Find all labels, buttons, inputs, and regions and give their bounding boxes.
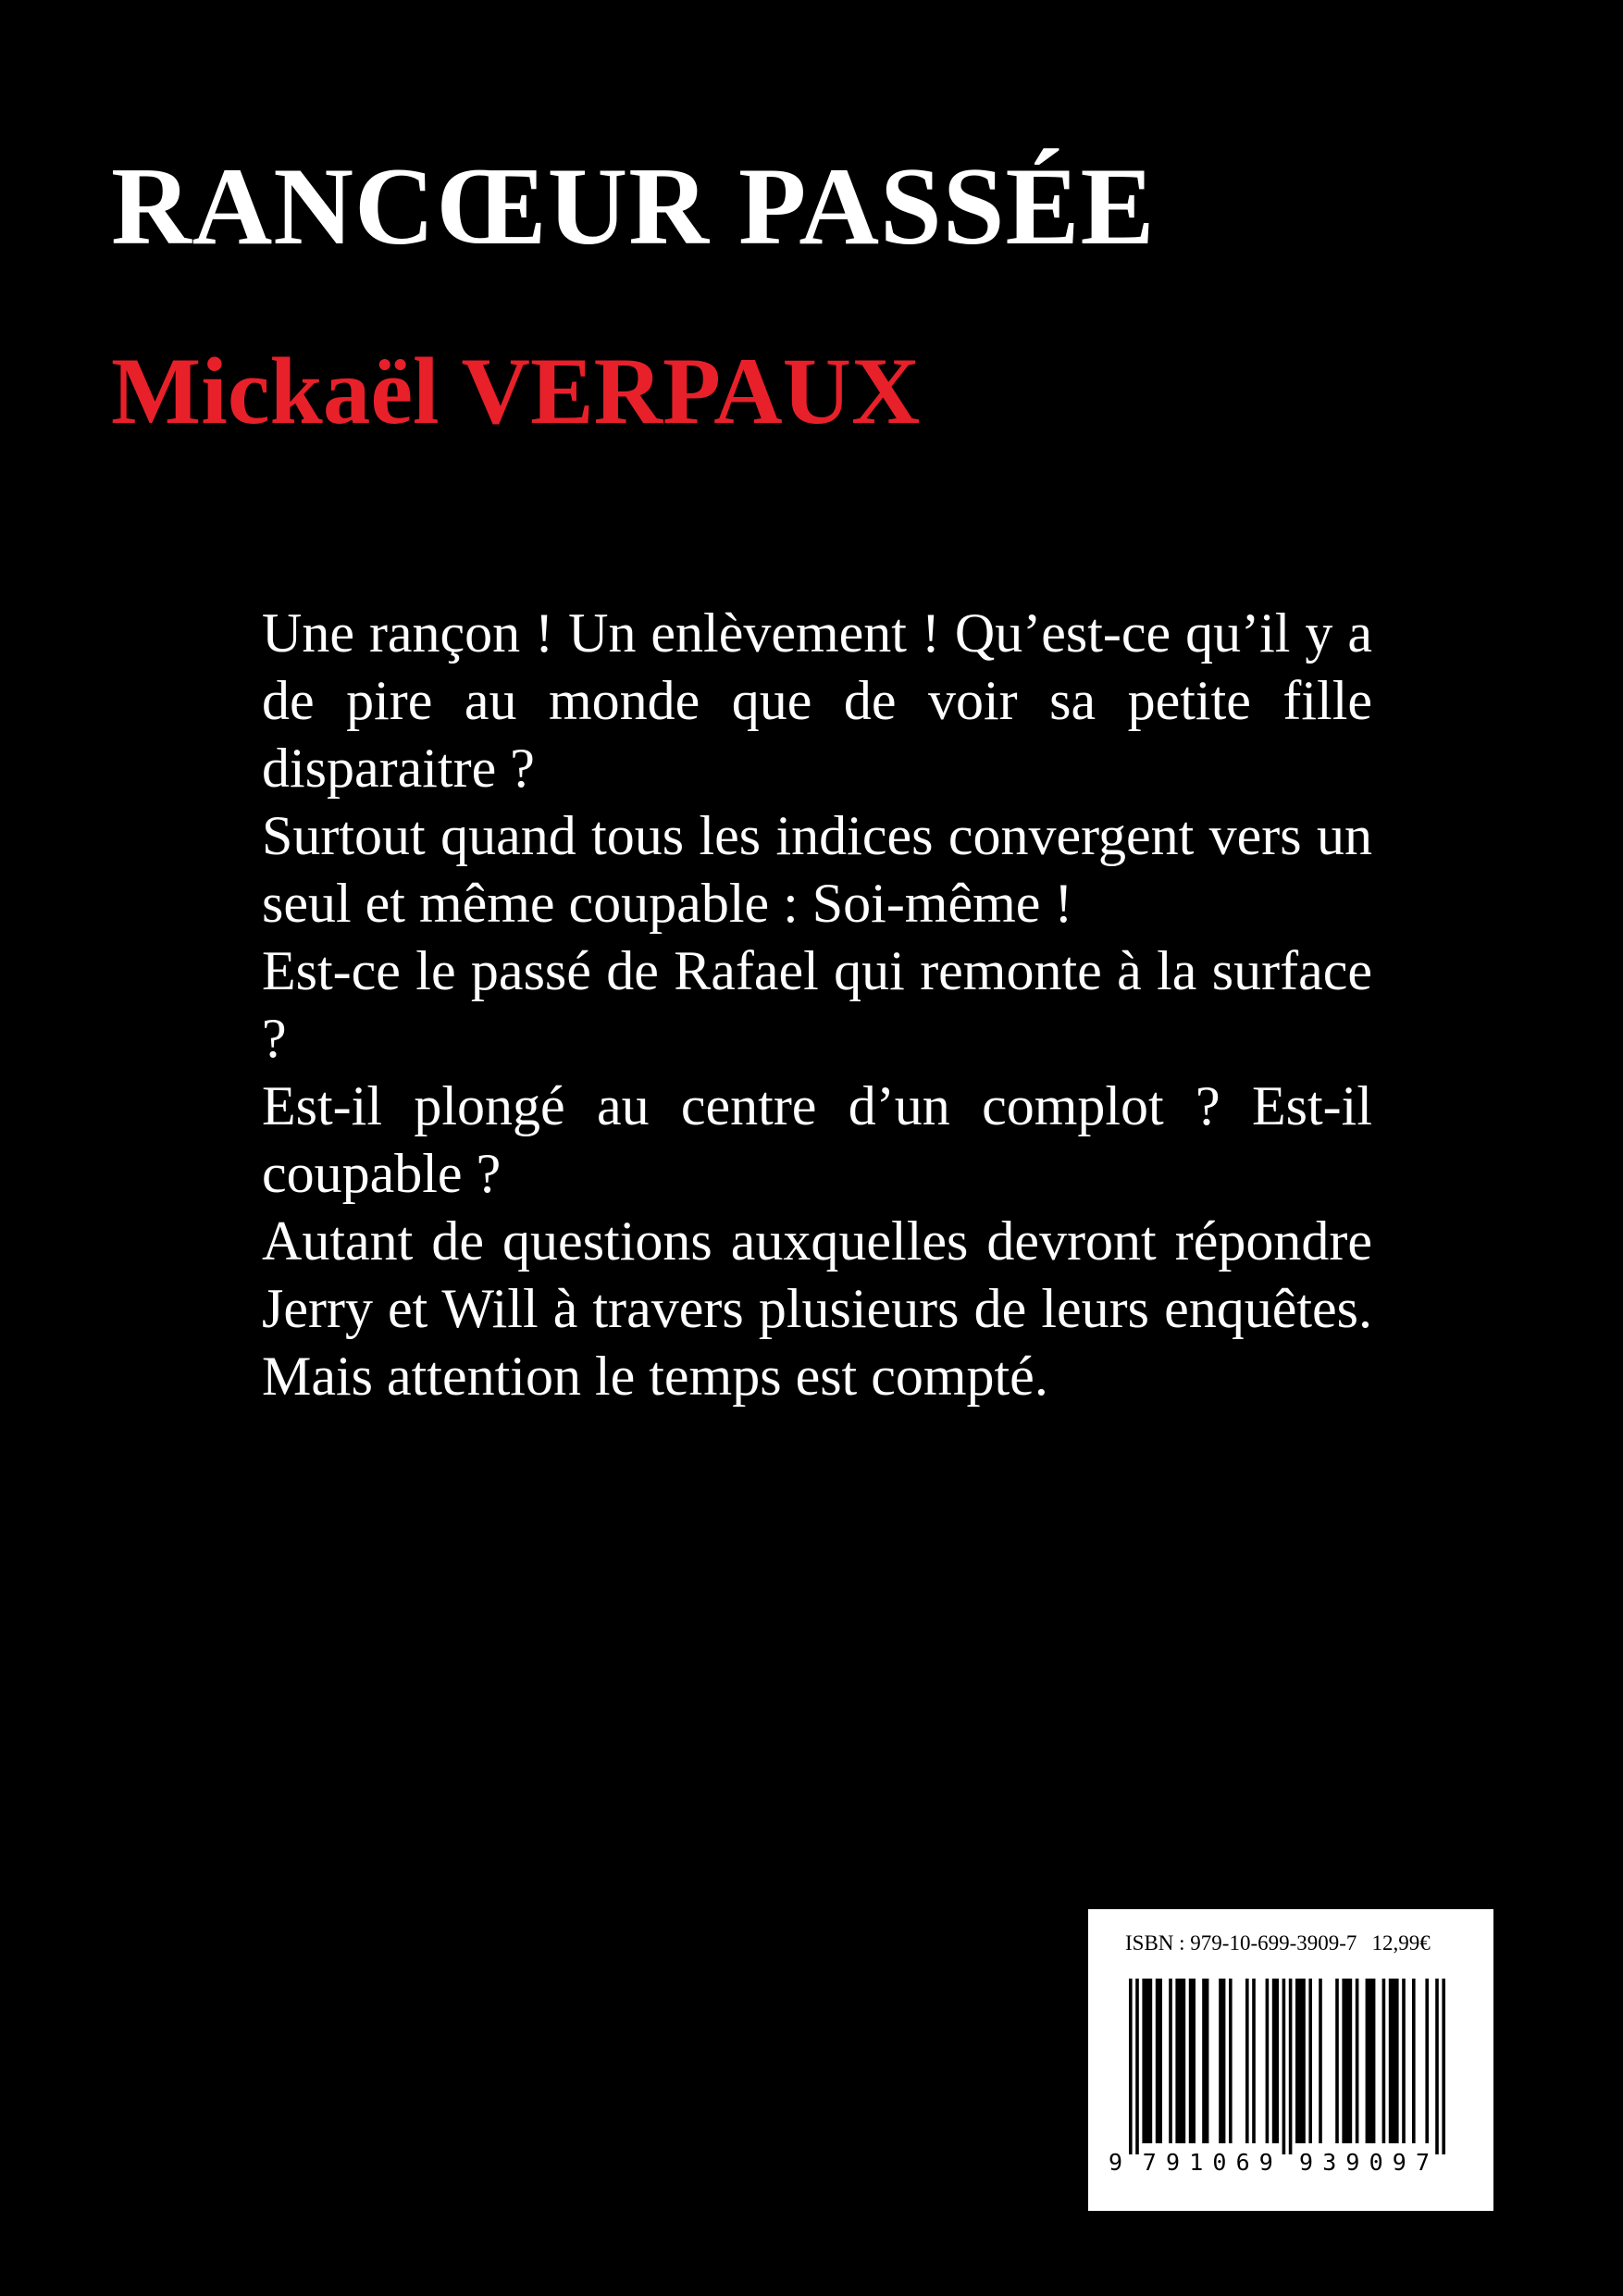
barcode-digit: 9	[1392, 2149, 1406, 2176]
barcode-bar	[1356, 1979, 1359, 2143]
barcode-digit: 0	[1212, 2149, 1227, 2176]
barcode-digit: 7	[1142, 2149, 1157, 2176]
blurb-paragraph: Est-ce le passé de Rafael qui remonte à la surface ?	[262, 940, 1372, 1069]
barcode-bar	[1266, 1979, 1270, 2143]
barcode-digit: 3	[1322, 2149, 1337, 2176]
blurb-paragraph: Une rançon ! Un enlèvement ! Qu’est-ce qu’il y a de pire au monde que de voir sa petite fille disparaitre ?	[262, 602, 1372, 799]
barcode-bar	[1142, 1979, 1152, 2143]
blurb-paragraph: Est-il plongé au centre d’un complot ? Est-il coupable ?	[262, 1075, 1372, 1204]
book-title: RANCŒUR PASSÉE	[111, 144, 1156, 267]
barcode-bar	[1169, 1979, 1172, 2143]
barcode-guard-bar	[1289, 1979, 1293, 2154]
author-name: Mickaël VERPAUX	[111, 339, 921, 444]
barcode-guard-bar	[1442, 1979, 1445, 2154]
barcode-digit: 9	[1109, 2149, 1123, 2176]
barcode-bar	[1252, 1979, 1256, 2143]
barcode-digit: 9	[1299, 2149, 1314, 2176]
barcode-bar	[1389, 1979, 1399, 2143]
barcode-guard-bar	[1282, 1979, 1286, 2154]
barcode-bar	[1219, 1979, 1225, 2143]
blurb-paragraph: Surtout quand tous les indices convergent vers un seul et même coupable : Soi-même !	[262, 805, 1372, 934]
barcode-bar	[1335, 1979, 1339, 2143]
barcode-digit: 6	[1235, 2149, 1250, 2176]
barcode-bar	[1175, 1979, 1185, 2143]
barcode-digit: 9	[1258, 2149, 1273, 2176]
barcode-bar	[1245, 1979, 1249, 2143]
barcode-digit: 9	[1345, 2149, 1360, 2176]
barcode-digit: 0	[1369, 2149, 1383, 2176]
barcode-bar	[1202, 1979, 1208, 2143]
barcode-label	[1088, 1909, 1493, 2211]
barcode-bars	[1107, 1979, 1477, 2154]
blurb-paragraph: Autant de questions auxquelles devront répondre Jerry et Will à travers plusieurs de leurs enquêtes. Mais attention le temps est compté.	[262, 1210, 1372, 1407]
barcode-bar	[1308, 1979, 1312, 2143]
isbn-price-line	[1125, 1930, 1431, 1957]
barcode-bar	[1319, 1979, 1322, 2143]
barcode-bar	[1272, 1979, 1279, 2143]
barcode-bar	[1229, 1979, 1233, 2143]
isbn-number: ISBN : 979-10-699-3909-7	[1125, 1931, 1357, 1955]
barcode-bar	[1382, 1979, 1386, 2143]
barcode-digit: 9	[1166, 2149, 1181, 2176]
barcode-bar	[1412, 1979, 1416, 2143]
barcode-digit: 7	[1416, 2149, 1431, 2176]
back-cover-blurb	[262, 600, 1372, 1410]
barcode-digits	[1107, 2146, 1477, 2179]
barcode-guard-bar	[1129, 1979, 1133, 2154]
barcode-guard-bar	[1135, 1979, 1139, 2154]
barcode-digit: 1	[1189, 2149, 1204, 2176]
barcode-bar	[1342, 1979, 1352, 2143]
barcode-bar	[1295, 1979, 1306, 2143]
barcode-bar	[1402, 1979, 1406, 2143]
barcode-bar	[1366, 1979, 1376, 2143]
barcode-guard-bar	[1435, 1979, 1439, 2154]
barcode-bar	[1425, 1979, 1429, 2143]
price: 12,99€	[1371, 1931, 1431, 1955]
barcode-bar	[1156, 1979, 1162, 2143]
barcode-bar	[1189, 1979, 1196, 2143]
